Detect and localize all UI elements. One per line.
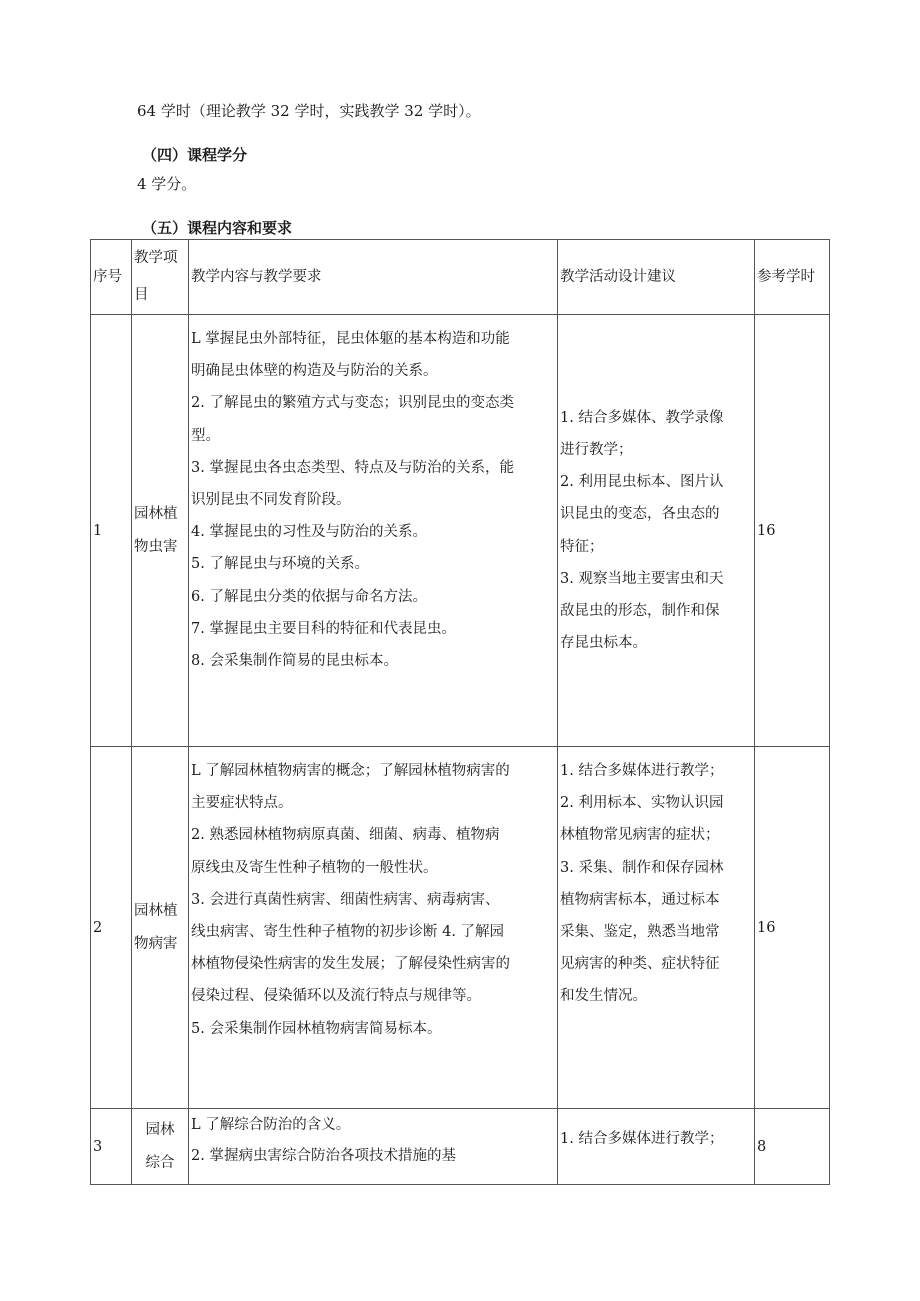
activity-line: 1. 结合多媒体、教学录像: [560, 409, 724, 426]
header-project: 教学项目: [132, 240, 189, 315]
activity-line: 敌昆虫的形态，制作和保: [560, 602, 720, 619]
content-line: 林植物侵染性病害的发生发展；了解侵染性病害的: [191, 956, 510, 973]
activity-line: 2. 利用标本、实物认识园: [560, 795, 724, 812]
activity-line: 识昆虫的变态，各虫态的: [560, 506, 720, 523]
content-line: 7. 掌握昆虫主要目科的特征和代表昆虫。: [191, 620, 456, 637]
activity-line: 1. 结合多媒体进行教学；: [560, 763, 724, 779]
content-line: L 了解综合防治的含义。: [191, 1117, 351, 1133]
activity-line: 1. 结合多媒体进行教学；: [560, 1131, 724, 1147]
course-hours-text: 64 学时（理论教学 32 学时，实践教学 32 学时）。: [137, 102, 481, 120]
activity-line: 存昆虫标本。: [560, 635, 647, 652]
row-activity: [558, 315, 755, 747]
content-heading: （五）课程内容和要求: [142, 219, 293, 237]
content-line: 6. 了解昆虫分类的依据与命名方法。: [191, 588, 427, 605]
content-line: L 掌握昆虫外部特征，昆虫体躯的基本构造和功能: [191, 331, 510, 347]
activity-line: 2. 利用昆虫标本、图片认: [560, 474, 724, 491]
content-line: 3. 会进行真菌性病害、细菌性病害、病毒病害、: [191, 891, 500, 908]
activity-line: 特征；: [560, 538, 604, 555]
row-activity: [558, 1109, 755, 1185]
content-line: 2. 掌握病虫害综合防治各项技术措施的基: [191, 1148, 456, 1164]
row-hours: 16: [755, 315, 830, 747]
row-seq: 3: [91, 1109, 132, 1185]
credits-value: 4 学分。: [137, 175, 197, 193]
row-project: 园林植物病害: [132, 747, 189, 1109]
content-line: 主要症状特点。: [191, 795, 293, 812]
table-row: [91, 315, 830, 747]
header-content: 教学内容与教学要求: [189, 240, 558, 315]
row-seq: 1: [91, 315, 132, 747]
content-line: 4. 掌握昆虫的习性及与防治的关系。: [191, 524, 427, 541]
row-seq: 2: [91, 747, 132, 1109]
activity-line: 3. 观察当地主要害虫和天: [560, 570, 724, 587]
course-content-table: [90, 239, 830, 1185]
row-content: [189, 747, 558, 1109]
content-line: 识别昆虫不同发育阶段。: [191, 492, 351, 509]
row-hours: 8: [755, 1109, 830, 1185]
content-line: 8. 会采集制作简易的昆虫标本。: [191, 653, 398, 670]
row-project: 园林植物虫害: [132, 315, 189, 747]
row-hours: 16: [755, 747, 830, 1109]
header-activity: 教学活动设计建议: [558, 240, 755, 315]
content-line: 2. 熟悉园林植物病原真菌、细菌、病毒、植物病: [191, 827, 500, 844]
table-row: [91, 747, 830, 1109]
row-activity: [558, 747, 755, 1109]
row-content: [189, 1109, 558, 1185]
activity-line: 植物病害标本，通过标本: [560, 891, 720, 908]
content-line: 2. 了解昆虫的繁殖方式与变态；识别昆虫的变态类: [191, 395, 514, 412]
content-line: L 了解园林植物病害的概念；了解园林植物病害的: [191, 763, 510, 779]
activity-line: 进行教学；: [560, 441, 633, 458]
row-content: [189, 315, 558, 747]
activity-line: 和发生情况。: [560, 988, 647, 1005]
credits-heading: （四）课程学分: [142, 146, 248, 164]
table-header-row: [91, 240, 830, 315]
content-line: 侵染过程、侵染循环以及流行特点与规律等。: [191, 988, 481, 1005]
content-line: 原线虫及寄生性种子植物的一般性状。: [191, 859, 438, 876]
activity-line: 采集、鉴定，熟悉当地常: [560, 924, 720, 941]
content-line: 线虫病害、寄生性种子植物的初步诊断 4. 了解园: [191, 924, 505, 941]
activity-line: 林植物常见病害的症状；: [560, 827, 720, 844]
activity-line: 3. 采集、制作和保存园林: [560, 859, 724, 876]
table-row: [91, 1109, 830, 1185]
content-line: 5. 会采集制作园林植物病害简易标本。: [191, 1020, 442, 1037]
activity-line: 见病害的种类、症状特征: [560, 956, 720, 973]
header-seq: 序号: [91, 240, 132, 315]
content-line: 5. 了解昆虫与环境的关系。: [191, 556, 369, 573]
content-line: 型。: [191, 427, 220, 444]
header-hours: 参考学时: [755, 240, 830, 315]
row-project: 园林综合: [132, 1109, 189, 1185]
content-line: 明确昆虫体壁的构造及与防治的关系。: [191, 363, 438, 380]
content-line: 3. 掌握昆虫各虫态类型、特点及与防治的关系，能: [191, 459, 514, 476]
